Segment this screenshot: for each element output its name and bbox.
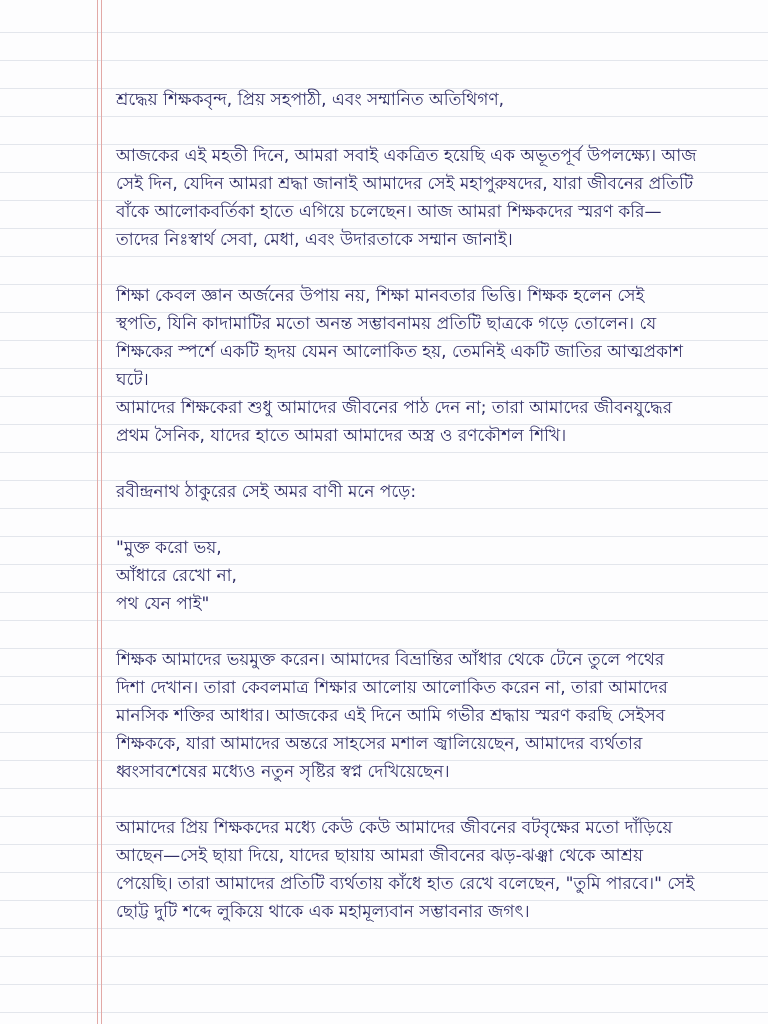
paragraph-5: আমাদের প্রিয় শিক্ষকদের মধ্যে কেউ কেউ আমাদের জীবনের বটবৃক্ষের মতো দাঁড়িয়ে আছেন—সেই ছায়া দিয়ে, যাদের ছায়ায় আমরা জীবনের ঝড়-ঝঞ্ঝা থেকে আশ্রয় পেয়েছি। তারা আমাদের প্রতিটি ব্যর্থতায় কাঁধে হাত রেখে বলেছেন, "তুমি পারবে।" সেই ছোট্ট দুটি শব্দে লুকিয়ে থাকে এক মহামূল্যবান সম্ভাবনার জগৎ।	[116, 818, 695, 922]
paragraph-gap	[116, 786, 736, 814]
paragraph-4: শিক্ষক আমাদের ভয়মুক্ত করেন। আমাদের বিভ্রান্তির আঁধার থেকে টেনে তুলে পথের দিশা দেখান। তারা কেবলমাত্র শিক্ষার আলোয় আলোকিত করেন না, তারা আমাদের মানসিক শক্তির আধার। আজকের এই দিনে আমি গভীর শ্রদ্ধায় স্মরণ করছি সেইসব শিক্ষককে, যারা আমাদের অন্তরে সাহসের মশাল জ্বালিয়েছেন, আমাদের ব্যর্থতার ধ্বংসাবশেষের মধ্যেও নতুন সৃষ্টির স্বপ্ন দেখিয়েছেন।	[116, 650, 668, 782]
paragraph-gap	[116, 114, 736, 142]
letter-body	[116, 86, 736, 926]
paragraph-2: শিক্ষা কেবল জ্ঞান অর্জনের উপায় নয়, শিক্ষা মানবতার ভিত্তি। শিক্ষক হলেন সেই স্থপতি, যিনি কাদামাটির মতো অনন্ত সম্ভাবনাময় প্রতিটি ছাত্রকে গড়ে তোলেন। যে শিক্ষকের স্পর্শে একটি হৃদয় যেমন আলোকিত হয়, তেমনিই একটি জাতির আত্মপ্রকাশ ঘটে।	[116, 286, 683, 390]
tagore-quote: "মুক্ত করো ভয়, আঁধারে রেখো না, পথ যেন পাই"	[116, 538, 237, 614]
salutation: শ্রদ্ধেয় শিক্ষকবৃন্দ, প্রিয় সহপাঠী, এবং সম্মানিত অতিথিগণ,	[116, 90, 505, 110]
paragraph-gap	[116, 506, 736, 534]
tagore-intro: রবীন্দ্রনাথ ঠাকুরের সেই অমর বাণী মনে পড়ে:	[116, 482, 417, 502]
paragraph-3: আমাদের শিক্ষকেরা শুধু আমাদের জীবনের পাঠ দেন না; তারা আমাদের জীবনযুদ্ধের প্রথম সৈনিক, যাদের হাতে আমরা আমাদের অস্ত্র ও রণকৌশল শিখি।	[116, 398, 673, 446]
paragraph-gap	[116, 254, 736, 282]
margin-line-right	[101, 0, 102, 1024]
margin-line-left	[97, 0, 98, 1024]
paragraph-gap	[116, 618, 736, 646]
paragraph-1: আজকের এই মহতী দিনে, আমরা সবাই একত্রিত হয়েছি এক অভূতপূর্ব উপলক্ষ্যে। আজ সেই দিন, যেদিন আমরা শ্রদ্ধা জানাই আমাদের সেই মহাপুরুষদের, যারা জীবনের প্রতিটি বাঁকে আলোকবর্তিকা হাতে এগিয়ে চলেছেন। আজ আমরা শিক্ষকদের স্মরণ করি— তাদের নিঃস্বার্থ সেবা, মেধা, এবং উদারতাকে সম্মান জানাই।	[116, 146, 697, 250]
paragraph-gap	[116, 450, 736, 478]
